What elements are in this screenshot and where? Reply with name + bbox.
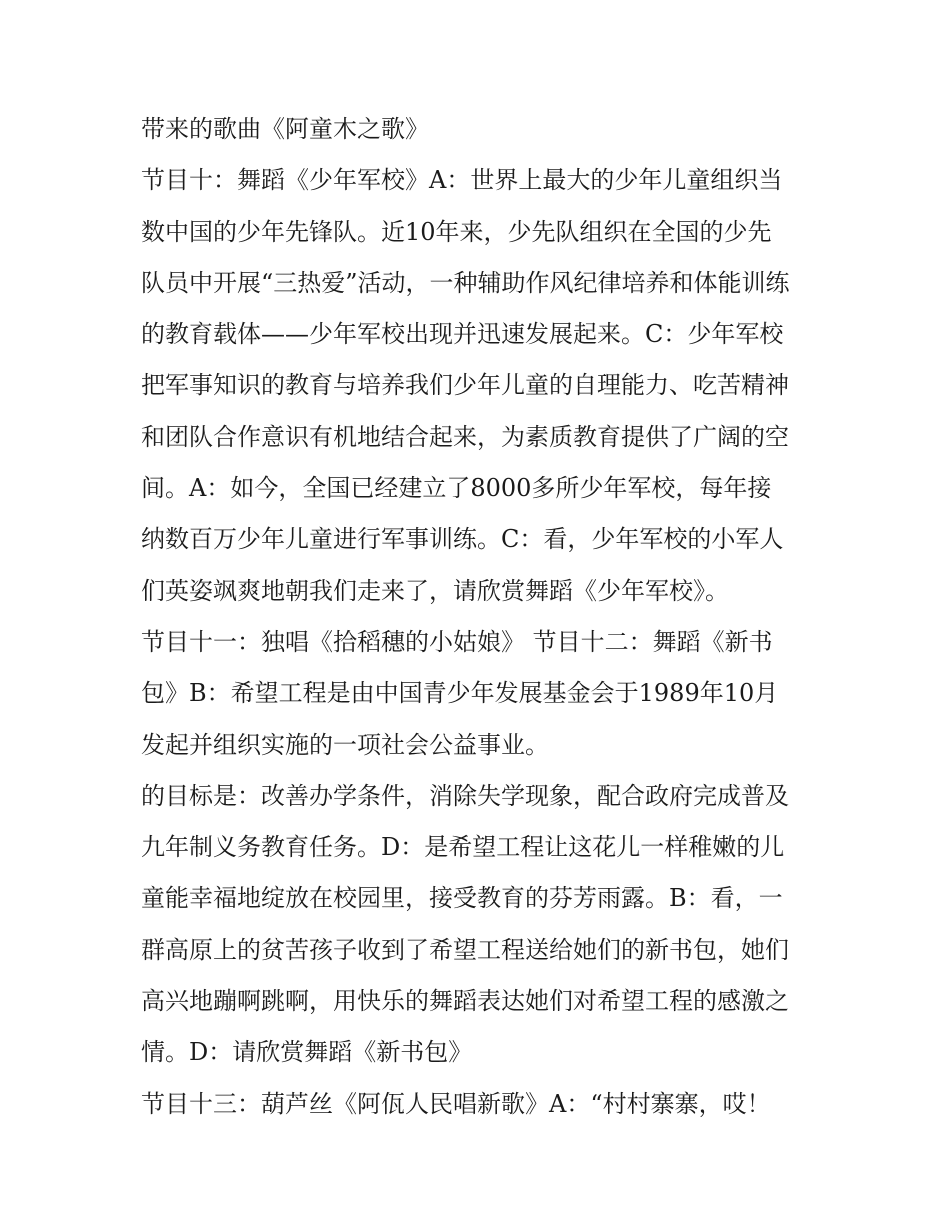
body-text [141,104,821,1130]
text-line: 纳数百万少年儿童进行军事训练。C：看，少年军校的小军人 [141,525,784,554]
text-line: 发起并组织实施的一项社会公益事业。 [141,730,549,759]
text-line: 九年制义务教育任务。D：是希望工程让这花儿一样稚嫩的儿 [141,833,785,862]
text-line: 的教育载体——少年军校出现并迅速发展起来。C：少年军校 [141,320,784,349]
text-line: 数中国的少年先锋队。近10年来，少先队组织在全国的少先 [141,217,772,246]
text-line: 带来的歌曲《阿童木之歌》 [141,115,429,143]
text-line: 间。A：如今，全国已经建立了8000多所少年军校，每年接 [141,474,772,503]
text-line: 们英姿飒爽地朝我们走来了，请欣赏舞蹈《少年军校》。 [141,576,729,605]
text-line: 队员中开展“三热爱”活动，一种辅助作风纪律培养和体能训练 [141,268,790,297]
text-line: 群高原上的贫苦孩子收到了希望工程送给她们的新书包，她们 [141,935,789,964]
text-line: 和团队合作意识有机地结合起来，为素质教育提供了广阔的空 [141,422,789,451]
text-line: 包》B：希望工程是由中国青少年发展基金会于1989年10月 [141,679,779,708]
text-line: 的目标是：改善办学条件，消除失学现象，配合政府完成普及 [141,781,789,810]
text-line: 高兴地蹦啊跳啊，用快乐的舞蹈表达她们对希望工程的感激之 [141,987,789,1016]
text-line: 把军事知识的教育与培养我们少年儿童的自理能力、吃苦精神 [141,371,789,400]
text-line: 情。D：请欣赏舞蹈《新书包》 [141,1038,473,1067]
text-line: 节目十：舞蹈《少年军校》A：世界上最大的少年儿童组织当 [141,166,783,195]
text-line: 节目十三：葫芦丝《阿佤人民唱新歌》A：“村村寨寨，哎！ [141,1089,771,1118]
text-line: 节目十一：独唱《拾稻穗的小姑娘》 节目十二：舞蹈《新书 [141,627,773,656]
text-line: 童能幸福地绽放在校园里，接受教育的芬芳雨露。B：看，一 [141,884,783,913]
